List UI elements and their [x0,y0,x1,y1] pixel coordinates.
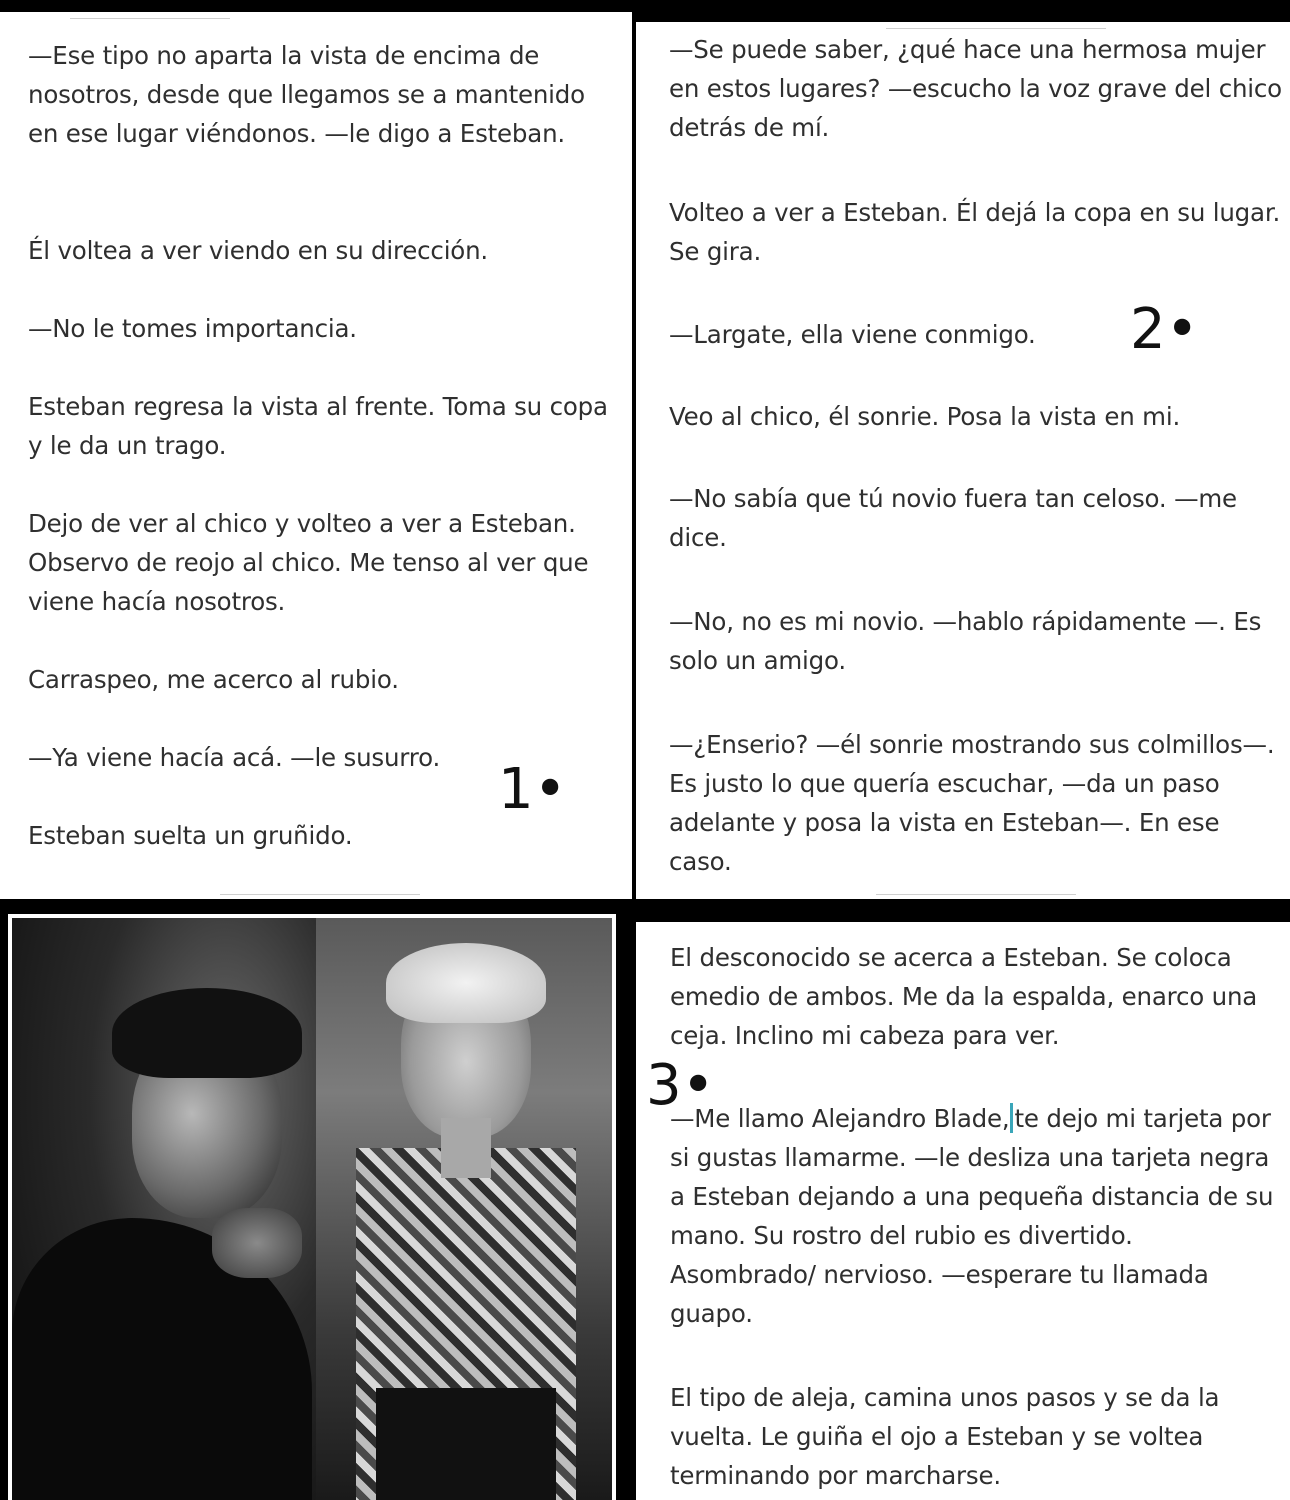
photo-dark-haired-man [12,918,316,1500]
story-panel-2 [636,22,1290,899]
panel-number-marker: 2• [1130,297,1199,362]
photo-collage [8,914,616,1500]
paragraph: El desconocido se acerca a Esteban. Se coloca emedio de ambos. Me da la espalda, enarco una ceja. Inclino mi cabeza para ver. [670,943,1258,1050]
divider [876,894,1076,895]
paragraph: Volteo a ver a Esteban. Él dejá la copa en su lugar. Se gira. [669,198,1281,266]
paragraph-text: —Me llamo Alejandro Blade, [670,1104,1010,1133]
paragraph [670,1099,1282,1333]
paragraph: —No, no es mi novio. —hablo rápidamente —. Es solo un amigo. [669,607,1262,675]
paragraph: —No le tomes importancia. [28,314,357,343]
paragraph: Veo al chico, él sonrie. Posa la vista en mi. [669,402,1181,431]
paragraph: —Ese tipo no aparta la vista de encima de nosotros, desde que llegamos se a mantenido en ese lugar viéndonos. —le digo a Esteban. [28,41,585,148]
paragraph-text: te dejo mi tarjeta por si gustas llamarme. —le desliza una tarjeta negra a Esteban dejando a una pequeña distancia de su mano. Su rostro del rubio es divertido. Asombrado/ nervioso. —esperare tu llamada guapo. [670,1104,1274,1328]
paragraph: —Ya viene hacía acá. —le susurro. [28,743,441,772]
paragraph: El tipo de aleja, camina unos pasos y se da la vuelta. Le guiña el ojo a Esteban y se voltea terminando por marcharse. [670,1383,1220,1490]
paragraph: —Se puede saber, ¿qué hace una hermosa mujer en estos lugares? —escucho la voz grave del chico detrás de mí. [669,35,1282,142]
paragraph: Esteban suelta un gruñido. [28,821,353,850]
paragraph: Dejo de ver al chico y volteo a ver a Esteban. Observo de reojo al chico. Me tenso al ver que viene hacía nosotros. [28,509,589,616]
story-panel-3 [636,922,1290,1500]
paragraph: —Largate, ella viene conmigo. [669,320,1036,349]
paragraph: —¿Enserio? —él sonrie mostrando sus colmillos—. Es justo lo que quería escuchar, —da un paso adelante y posa la vista en Esteban—. En ese caso. [669,730,1275,876]
panel-number-marker: 3• [646,1053,715,1118]
story-panel-1 [0,12,632,899]
paragraph: Él voltea a ver viendo en su dirección. [28,236,489,265]
photo-blond-man [316,918,612,1500]
paragraph: —No sabía que tú novio fuera tan celoso. —me dice. [669,484,1237,552]
divider [886,28,1106,29]
divider [70,18,230,19]
divider [220,894,420,895]
paragraph: Carraspeo, me acerco al rubio. [28,665,399,694]
paragraph: Esteban regresa la vista al frente. Toma su copa y le da un trago. [28,392,608,460]
panel-number-marker: 1• [498,757,567,822]
